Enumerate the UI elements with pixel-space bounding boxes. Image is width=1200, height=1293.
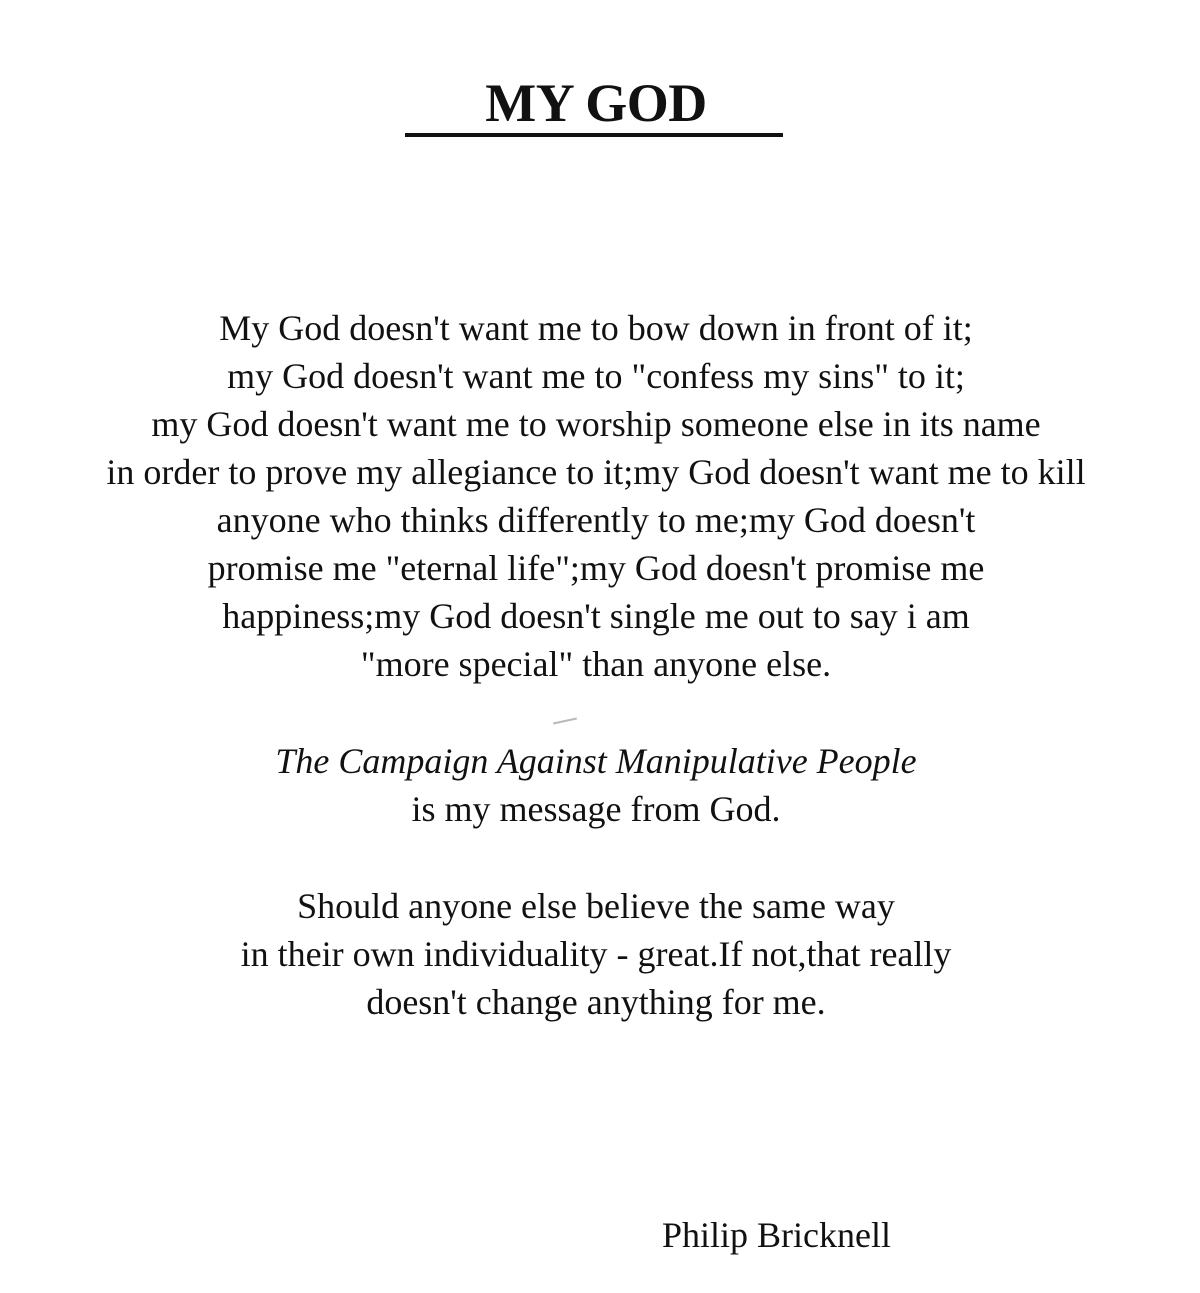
stanza-1-line: my God doesn't want me to worship someone else in its name xyxy=(151,404,1041,444)
scan-speck xyxy=(553,718,577,725)
stanza-1-line: in order to prove my allegiance to it;my God doesn't want me to kill xyxy=(106,452,1086,492)
campaign-name: The Campaign Against Manipulative People xyxy=(275,741,917,781)
stanza-1-line: promise me "eternal life";my God doesn't promise me xyxy=(207,548,985,588)
stanza-1-line: "more special" than anyone else. xyxy=(360,644,832,684)
title-underline xyxy=(405,133,783,137)
stanza-1-line: my God doesn't want me to "confess my sins" to it; xyxy=(227,356,965,396)
stanza-3-line: in their own individuality - great.If not,that really xyxy=(240,934,952,974)
stanza-1-line: anyone who thinks differently to me;my God doesn't xyxy=(216,500,976,540)
stanza-2 xyxy=(0,737,1192,833)
stanza-3 xyxy=(0,882,1192,1026)
stanza-3-line: Should anyone else believe the same way xyxy=(297,886,895,926)
stanza-1 xyxy=(0,304,1192,688)
page-title: MY GOD xyxy=(485,73,707,133)
stanza-3-line: doesn't change anything for me. xyxy=(366,982,826,1022)
stanza-1-line: happiness;my God doesn't single me out to say i am xyxy=(222,596,970,636)
stanza-1-line: My God doesn't want me to bow down in front of it; xyxy=(219,308,973,348)
stanza-2-line: is my message from God. xyxy=(411,789,781,829)
author-signature: Philip Bricknell xyxy=(662,1215,891,1255)
